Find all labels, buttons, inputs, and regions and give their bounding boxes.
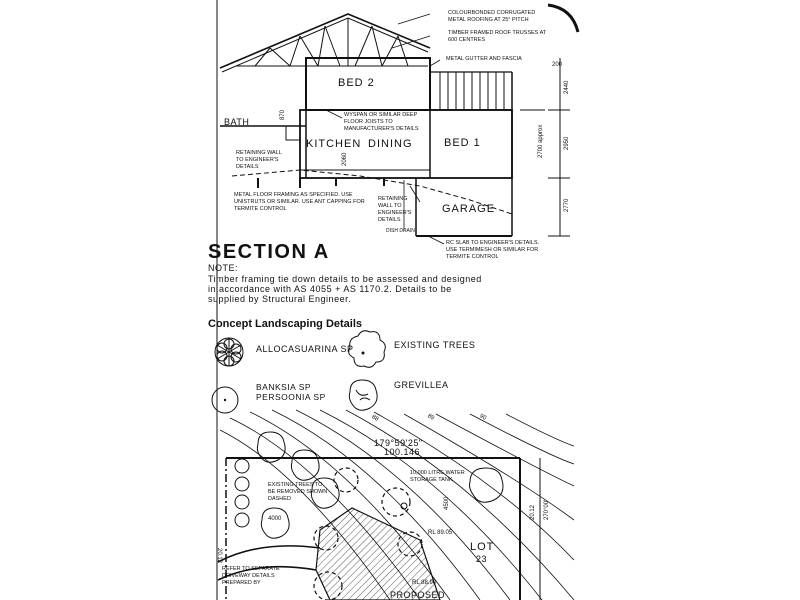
proposed-label: PROPOSED bbox=[390, 590, 446, 600]
proposed-house-footprint bbox=[316, 508, 440, 600]
grevillea-icon bbox=[349, 380, 377, 410]
legend-label-allocasuarina: ALLOCASUARINA SP bbox=[256, 344, 354, 354]
bearing-right: 20.12 bbox=[530, 504, 536, 520]
legend-label-banksia: BANKSIA SP PERSOONIA SP bbox=[256, 382, 326, 403]
retaining-left-callout: RETAINING WALL TO ENGINEER'S DETAILS bbox=[236, 150, 282, 171]
floor-framing-callout: METAL FLOOR FRAMING AS SPECIFIED. USE UNISTRUTS OR SIMILAR. USE ANT CAPPING FOR TERMITE CONTROL bbox=[234, 192, 365, 213]
contour-label-89: 89 bbox=[426, 413, 436, 422]
bed2-label: BED 2 bbox=[338, 77, 375, 89]
legend-label-grevillea: GREVILLEA bbox=[394, 380, 449, 390]
garage-label: GARAGE bbox=[442, 203, 496, 215]
landscaping-title: Concept Landscaping Details bbox=[208, 318, 363, 330]
planting-row bbox=[235, 459, 249, 527]
refer-note: REFER TO SEPARATE DRIVEWAY DETAILS PREPARED BY bbox=[222, 566, 280, 587]
dim-2060: 2060 bbox=[342, 152, 348, 166]
dim-870: 870 bbox=[280, 109, 286, 120]
section-title: SECTION A bbox=[208, 241, 330, 263]
left-length: 20.12 bbox=[216, 548, 222, 564]
gutter-callout: METAL GUTTER AND FASCIA bbox=[446, 56, 522, 62]
dim-200: 200 bbox=[552, 62, 563, 68]
contour-label-88: 88 bbox=[370, 414, 380, 423]
dining-label: DINING bbox=[368, 138, 413, 150]
site-plan bbox=[216, 410, 574, 600]
sheet-corner-curve bbox=[548, 5, 578, 32]
note-line-1: Timber framing tie down details to be assessed and designed bbox=[208, 274, 482, 284]
note-heading: NOTE: bbox=[208, 263, 239, 273]
note-line-3: supplied by Structural Engineer. bbox=[208, 294, 352, 304]
driveway-edge-1 bbox=[218, 546, 320, 562]
existing-tree-icon bbox=[349, 331, 386, 368]
tank-note: 10,000 LITRE WATER STORAGE TANK bbox=[410, 470, 465, 484]
dish-drain-callout: DISH DRAIN bbox=[386, 228, 415, 234]
existing-trees-note: EXISTING TREES TO BE REMOVED SHOWN DASHED bbox=[268, 482, 328, 503]
lot-number: 23 bbox=[476, 554, 488, 564]
lot-label: LOT bbox=[470, 541, 495, 553]
section-a bbox=[208, 10, 570, 304]
trusses-callout: TIMBER FRAMED ROOF TRUSSES AT 600 CENTRES bbox=[448, 30, 547, 44]
angle-right: 270°00' bbox=[544, 499, 550, 520]
bed1-label: BED 1 bbox=[444, 137, 481, 149]
roofing-callout: COLOURBONDED CORRUGATED METAL ROOFING AT 25° PITCH bbox=[448, 10, 536, 24]
contour-label-90: 90 bbox=[478, 413, 488, 422]
banksia-icon bbox=[212, 387, 238, 413]
allocasuarina-icon bbox=[215, 338, 243, 366]
spot-level-1: RL 89.05 bbox=[428, 530, 453, 536]
dim-2440: 2440 bbox=[564, 80, 570, 94]
dim-2770: 2770 bbox=[564, 198, 570, 212]
balcony-railing bbox=[430, 72, 512, 178]
dim-4500: 4500 bbox=[444, 496, 450, 510]
bath-label: BATH bbox=[224, 117, 250, 127]
retaining-mid-callout: RETAINING WALL TO ENGINEER'S DETAILS bbox=[378, 196, 412, 224]
dimension-chain bbox=[520, 58, 570, 236]
joists-callout: WYSPAN OR SIMILAR DEEP FLOOR JOISTS TO MANUFACTURER'S DETAILS bbox=[344, 112, 419, 133]
slab-callout: RC SLAB TO ENGINEER'S DETAILS. USE TERMIMESH OR SIMILAR FOR TERMITE CONTROL bbox=[446, 240, 540, 261]
roof-trusses bbox=[220, 14, 430, 72]
landscaping-legend bbox=[208, 318, 475, 413]
water-tank-marker bbox=[401, 503, 407, 509]
kitchen-label: KITCHEN bbox=[306, 138, 362, 150]
length-top: 100.146 bbox=[384, 447, 421, 457]
dim-2700: 2700 approx bbox=[538, 124, 544, 158]
note-line-2: in accordance with AS 4055 + AS 1170.2. Details to be bbox=[208, 284, 452, 294]
legend-label-existing-trees: EXISTING TREES bbox=[394, 340, 476, 350]
bearing-top: 179°59'25" bbox=[374, 438, 423, 448]
dim-4000: 4000 bbox=[268, 516, 282, 522]
spot-level-2: RL 88.90 bbox=[412, 580, 437, 586]
dim-2950: 2950 bbox=[564, 136, 570, 150]
